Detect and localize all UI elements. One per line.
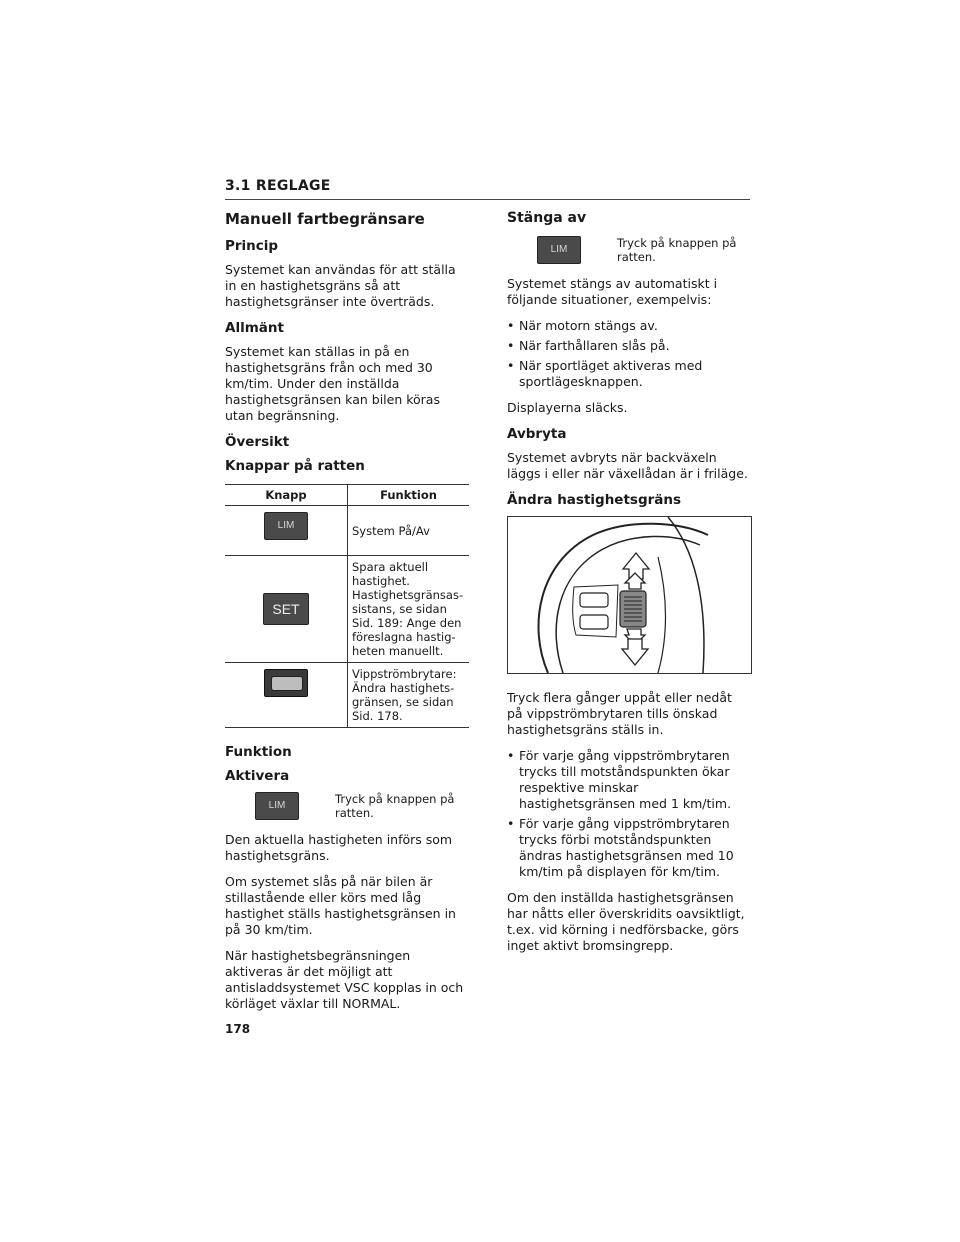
princip-heading: Princip <box>225 238 279 254</box>
avbryta-heading: Avbryta <box>507 426 567 442</box>
stanga-icon-text: Tryck på knappen på ratten. <box>617 236 737 264</box>
stanga-icon-row <box>507 236 751 264</box>
table-header-funktion: Funktion <box>348 485 470 506</box>
list-item: • För varje gång vippströmbrytaren trycks till motståndspunkten ökar respektive minskar hastighetsgränsen med 1 km/tim. <box>507 748 751 812</box>
lim-button-icon: LIM <box>537 236 581 264</box>
list-item: • För varje gång vippströmbrytaren trycks förbi motståndspunkten ändras hastighetsgränsen med 10 km/tim på displayen för km/tim. <box>507 816 751 880</box>
andra-text: Tryck flera gånger uppåt eller nedåt på vippströmbrytaren tills önskad hastighetsgräns ställs in. <box>507 690 732 737</box>
aktivera-icon-text: Tryck på knappen på ratten. <box>335 792 455 820</box>
andra-bullet-list <box>507 748 751 880</box>
table-row <box>225 556 469 663</box>
table-row <box>225 506 469 556</box>
stanga-heading: Stänga av <box>507 210 587 226</box>
funktion-heading: Funktion <box>225 744 292 760</box>
table-header-knapp: Knapp <box>225 485 348 506</box>
aktivera-icon-row <box>225 792 469 820</box>
list-item: • När sportläget aktiveras med sportlägesknappen. <box>507 358 751 390</box>
right-column <box>507 210 751 964</box>
page-title: Manuell fartbegränsare <box>225 210 425 228</box>
aktivera-paragraph-3: När hastighetsbegränsningen aktiveras är det möjligt att antisladdsystemet VSC kopplas in och körläget växlar till NORMAL. <box>225 948 464 1011</box>
oversikt-heading: Översikt <box>225 434 290 450</box>
buttons-table <box>225 484 469 728</box>
table-cell-function: Vippströmbrytare: Ändra hastighetsgränsen, se sidan Sid. 178. <box>348 663 470 728</box>
allmant-text: Systemet kan ställas in på en hastighetsgräns från och med 30 km/tim. Under den inställda hastighetsgränsen kan bilen köras utan begränsning. <box>225 344 440 423</box>
aktivera-paragraph-2: Om systemet slås på när bilen är stillastående eller körs med låg hastighet ställs hastighetsgränsen in på 30 km/tim. <box>225 874 456 937</box>
knappar-heading: Knappar på ratten <box>225 458 365 474</box>
table-cell-function: System På/Av <box>348 506 470 556</box>
list-item: • När farthållaren slås på. <box>507 338 751 354</box>
aktivera-paragraph-1: Den aktuella hastigheten införs som hastighetsgräns. <box>225 832 453 863</box>
steering-wheel-illustration <box>507 516 752 674</box>
table-row <box>225 663 469 728</box>
display-text: Displayerna släcks. <box>507 400 628 415</box>
rocker-switch-icon <box>264 669 308 697</box>
section-header: 3.1 REGLAGE <box>225 178 750 200</box>
lim-button-icon: LIM <box>255 792 299 820</box>
princip-text: Systemet kan användas för att ställa in en hastighetsgräns så att hastighetsgränser inte överträds. <box>225 262 456 309</box>
avbryta-text: Systemet avbryts när backväxeln läggs i eller när växellådan är i friläge. <box>507 450 748 481</box>
list-item: • När motorn stängs av. <box>507 318 751 334</box>
table-cell-function: Spara aktuell hastighet. Hastighetsgränsassistans, se sidan Sid. 189: Ange den föreslagna hastigheten manuellt. <box>348 556 470 663</box>
allmant-heading: Allmänt <box>225 320 284 336</box>
final-text: Om den inställda hastighetsgränsen har nåtts eller överskridits oavsiktligt, t.ex. vid körning i nedförsbacke, görs inget aktivt bromsingrepp. <box>507 890 745 953</box>
andra-heading: Ändra hastighetsgräns <box>507 492 682 508</box>
set-button-icon: SET <box>263 593 309 625</box>
left-column <box>225 210 469 1022</box>
page-number: 178 <box>225 1022 251 1036</box>
auto-bullet-list <box>507 318 751 390</box>
steering-wheel-controls-icon <box>508 517 751 673</box>
auto-text: Systemet stängs av automatiskt i följande situationer, exempelvis: <box>507 276 718 307</box>
lim-button-icon: LIM <box>264 512 308 540</box>
aktivera-heading: Aktivera <box>225 768 290 784</box>
